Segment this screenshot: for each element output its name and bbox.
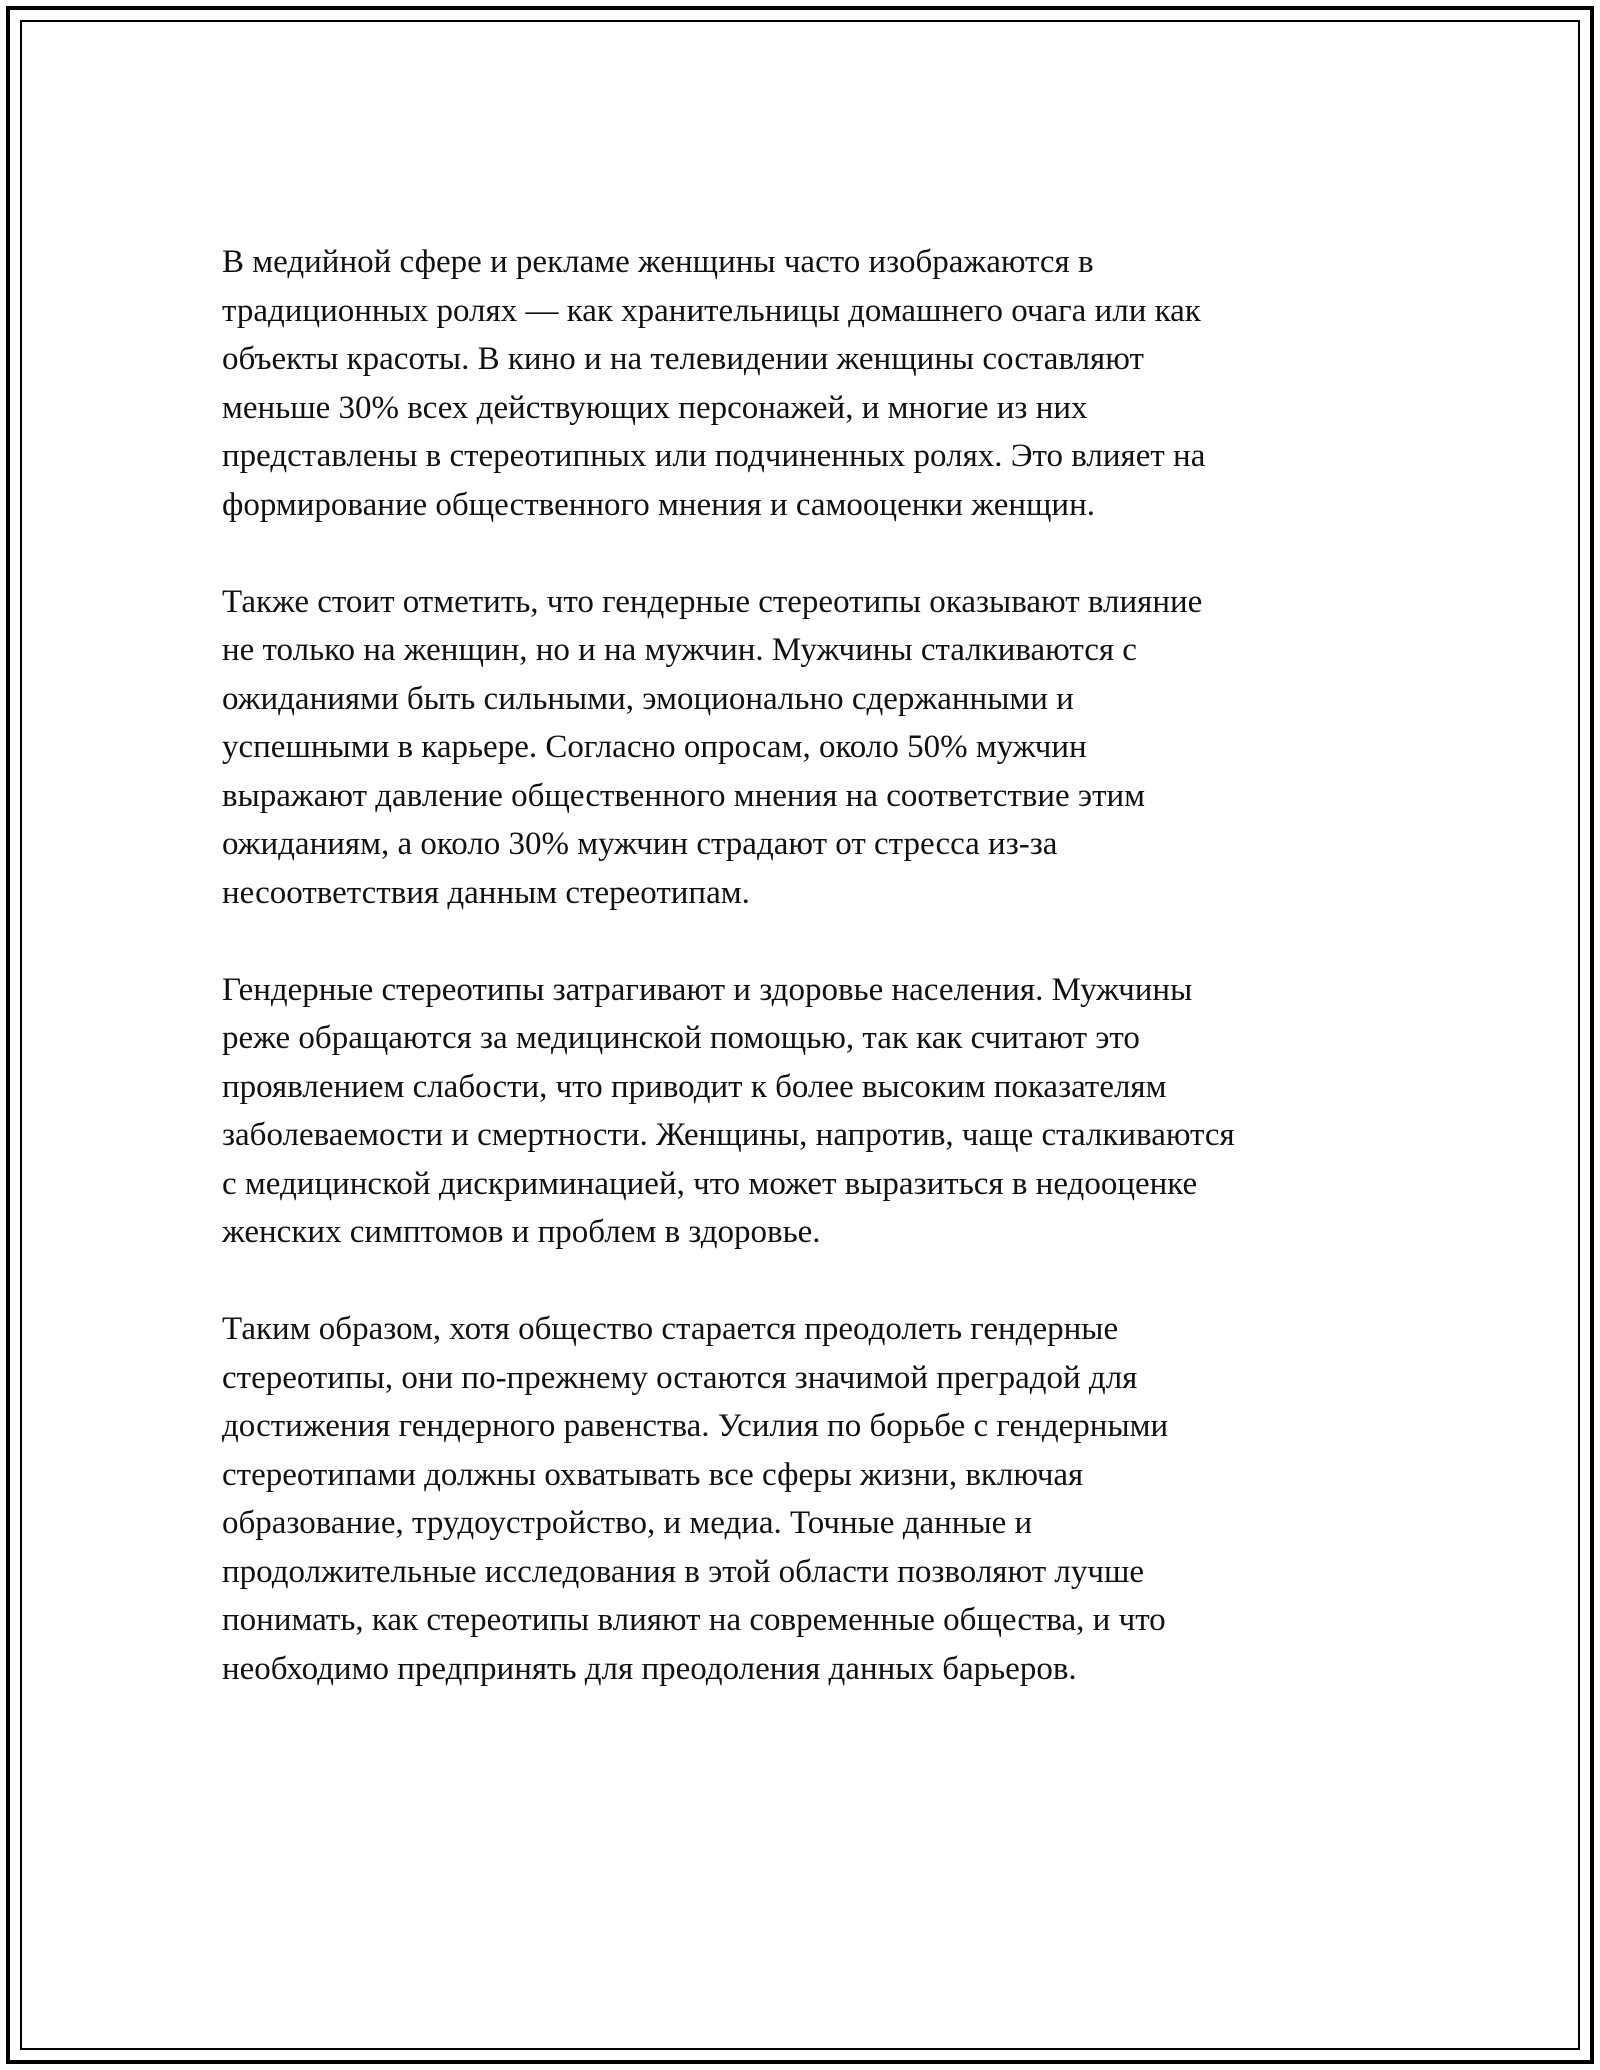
document-body <box>222 238 1372 1742</box>
text-line: заболеваемости и смертности. Женщины, напротив, чаще сталкиваются <box>222 1117 1235 1153</box>
text-line: объекты красоты. В кино и на телевидении женщины составляют <box>222 341 1144 377</box>
text-line: реже обращаются за медицинской помощью, так как считают это <box>222 1020 1140 1056</box>
text-line: меньше 30% всех действующих персонажей, и многие из них <box>222 389 1088 426</box>
paragraph-men-stereotypes <box>222 578 1372 918</box>
text-line: ожиданиями быть сильными, эмоционально сдержанными и <box>222 680 1074 717</box>
text-line: понимать, как стереотипы влияют на современные общества, и что <box>222 1602 1166 1638</box>
text-line: не только на женщин, но и на мужчин. Мужчины сталкиваются с <box>222 632 1137 668</box>
text-line: несоответствия данным стереотипам. <box>222 874 750 911</box>
text-line: стереотипы, они по-прежнему остаются значимой преградой для <box>222 1359 1138 1396</box>
text-line: формирование общественного мнения и самооценки женщин. <box>222 486 1095 523</box>
text-line: проявлением слабости, что приводит к более высоким показателям <box>222 1068 1167 1105</box>
paragraph-media-representation <box>222 238 1372 529</box>
paragraph-conclusion <box>222 1305 1372 1693</box>
text-line: представлены в стереотипных или подчиненных ролях. Это влияет на <box>222 438 1206 474</box>
text-line: Таким образом, хотя общество старается преодолеть гендерные <box>222 1311 1119 1347</box>
text-line: успешными в карьере. Согласно опросам, около 50% мужчин <box>222 729 1087 765</box>
text-line: традиционных ролях — как хранительницы домашнего очага или как <box>222 292 1201 329</box>
text-line: необходимо предпринять для преодоления данных барьеров. <box>222 1650 1077 1687</box>
text-line: Гендерные стереотипы затрагивают и здоровье населения. Мужчины <box>222 971 1193 1008</box>
text-line: В медийной сфере и рекламе женщины часто изображаются в <box>222 244 1094 280</box>
text-line: с медицинской дискриминацией, что может выразиться в недооценке <box>222 1165 1198 1202</box>
paragraph-health <box>222 966 1372 1257</box>
text-line: продолжительные исследования в этой области позволяют лучше <box>222 1553 1145 1590</box>
text-line: Также стоит отметить, что гендерные стереотипы оказывают влияние <box>222 583 1203 620</box>
text-line: ожиданиям, а около 30% мужчин страдают от стресса из-за <box>222 826 1058 862</box>
text-line: достижения гендерного равенства. Усилия по борьбе с гендерными <box>222 1408 1169 1444</box>
text-line: образование, трудоустройство, и медиа. Точные данные и <box>222 1505 1033 1541</box>
text-line: выражают давление общественного мнения на соответствие этим <box>222 777 1146 814</box>
text-line: женских симптомов и проблем в здоровье. <box>222 1214 821 1250</box>
text-line: стереотипами должны охватывать все сферы жизни, включая <box>222 1456 1084 1493</box>
